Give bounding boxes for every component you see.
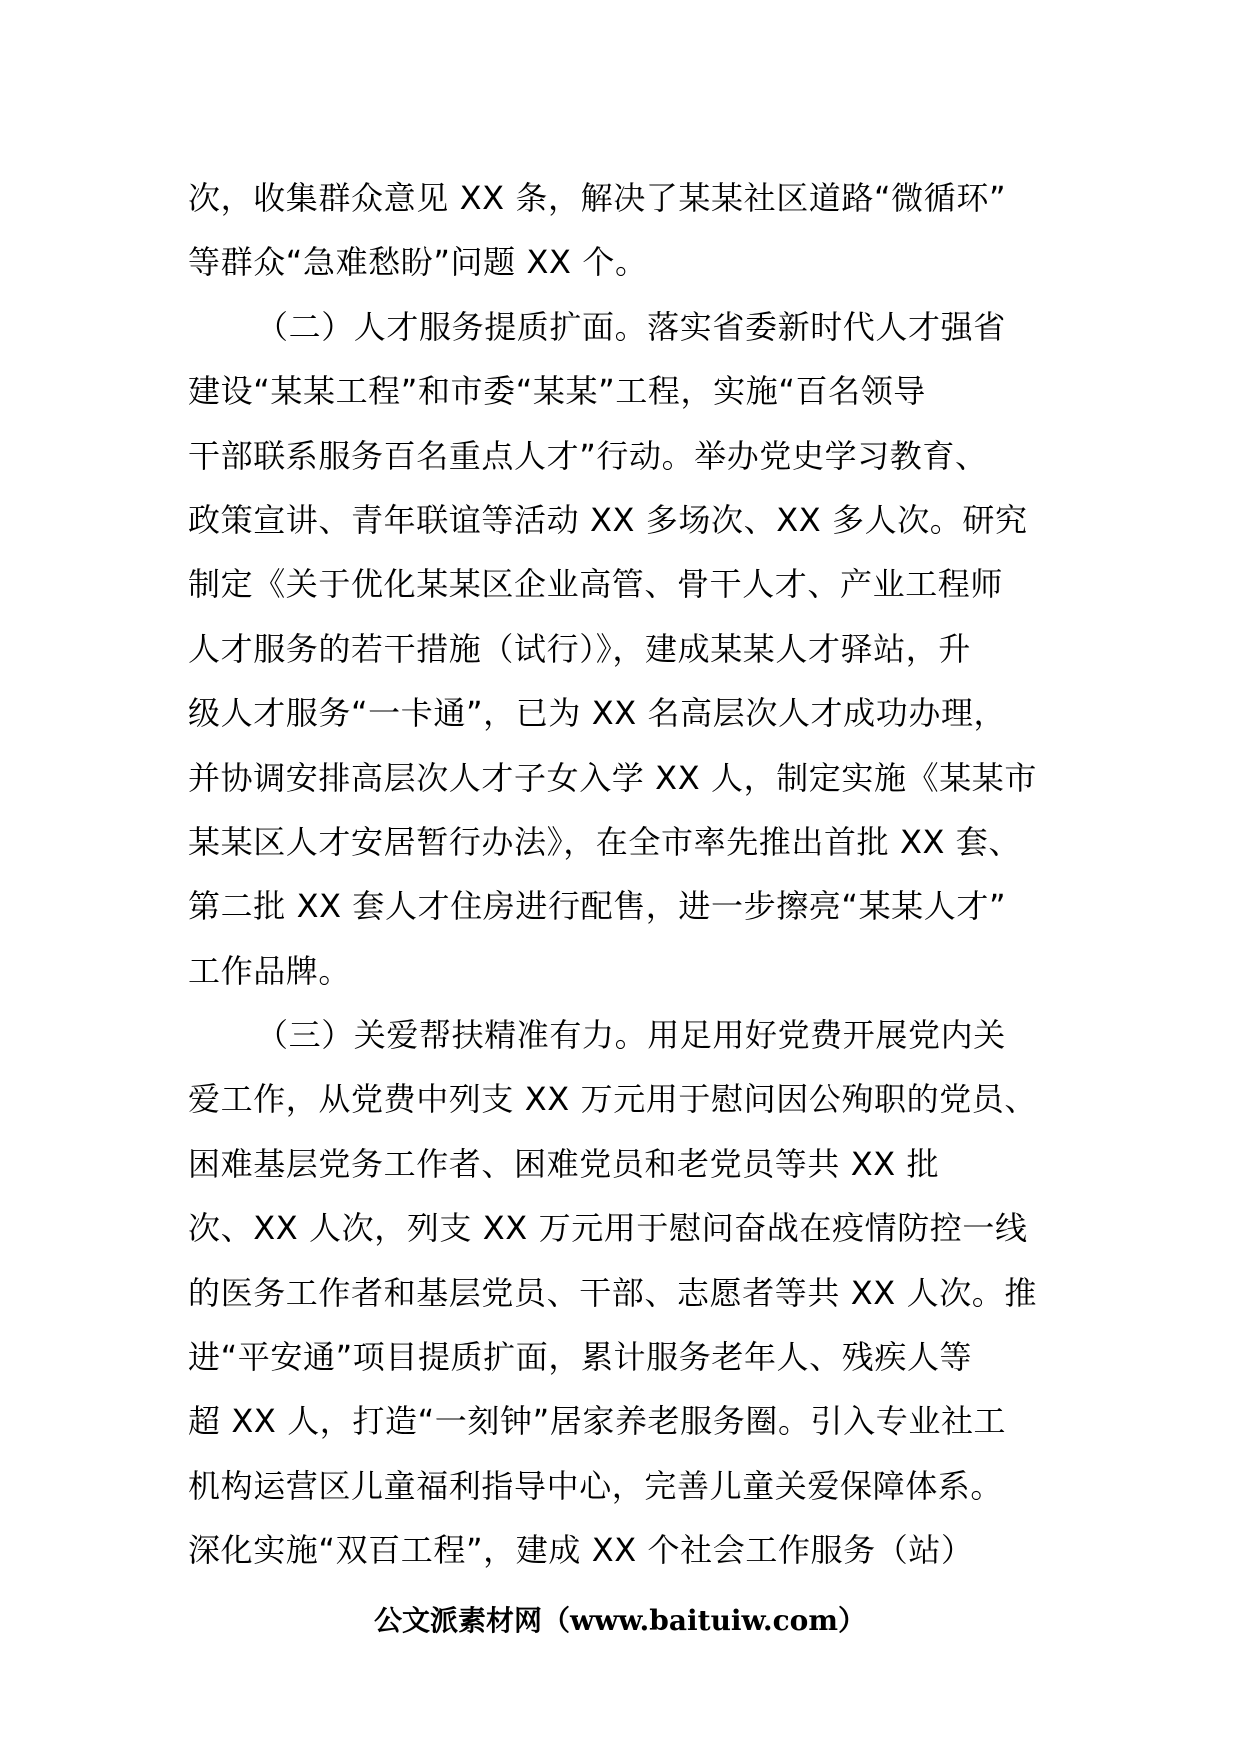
text-line: 爱工作，从党费中列支 XX 万元用于慰问因公殉职的党员、 [188,1080,1037,1119]
text-line: 人才服务的若干措施（试行）》，建成某某人才驿站，升 [188,629,972,668]
text-line: 工作品牌。 [188,951,352,990]
text-line: 次、XX 人次，列支 XX 万元用于慰问奋战在疫情防控一线 [188,1209,1028,1248]
text-line: 的医务工作者和基层党员、干部、志愿者等共 XX 人次。推 [188,1273,1037,1312]
text-line: 超 XX 人，打造“一刻钟”居家养老服务圈。引入专业社工 [188,1402,1007,1441]
text-line: 并协调安排高层次人才子女入学 XX 人，制定实施《某某市 [188,758,1037,797]
text-line: 建设“某某工程”和市委“某某”工程，实施“百名领导 [188,372,926,411]
text-line: 某某区人才安居暂行办法》，在全市率先推出首批 XX 套、 [188,822,1021,861]
text-line: 进“平安通”项目提质扩面，累计服务老年人、残疾人等 [188,1338,973,1377]
text-line: 机构运营区儿童福利指导中心，完善儿童关爱保障体系。 [188,1466,1004,1505]
footer-watermark: 公文派素材网（www.baituiw.com） [374,1604,866,1637]
document-body [188,166,1056,1583]
text-line: 次，收集群众意见 XX 条，解决了某某社区道路“微循环” [188,179,1007,217]
text-line: 困难基层党务工作者、困难党员和老党员等共 XX 批 [188,1144,940,1183]
text-line: 深化实施“双百工程”，建成 XX 个社会工作服务（站） [188,1531,974,1570]
text-line: 等群众“急难愁盼”问题 XX 个。 [188,243,648,282]
text-line: 制定《关于优化某某区企业高管、骨干人才、产业工程师 [188,565,1004,604]
text-line: 政策宣讲、青年联谊等活动 XX 多场次、XX 多人次。研究 [188,500,1028,539]
text-line: 级人才服务“一卡通”，已为 XX 名高层次人才成功办理， [188,694,1007,733]
section-heading-line: （三）关爱帮扶精准有力。用足用好党费开展党内关 [256,1016,1006,1055]
text-line: 第二批 XX 套人才住房进行配售，进一步擦亮“某某人才” [188,887,1007,926]
section-heading-line: （二）人才服务提质扩面。落实省委新时代人才强省 [256,307,1006,346]
text-line: 干部联系服务百名重点人才”行动。举办党史学习教育、 [188,436,988,475]
